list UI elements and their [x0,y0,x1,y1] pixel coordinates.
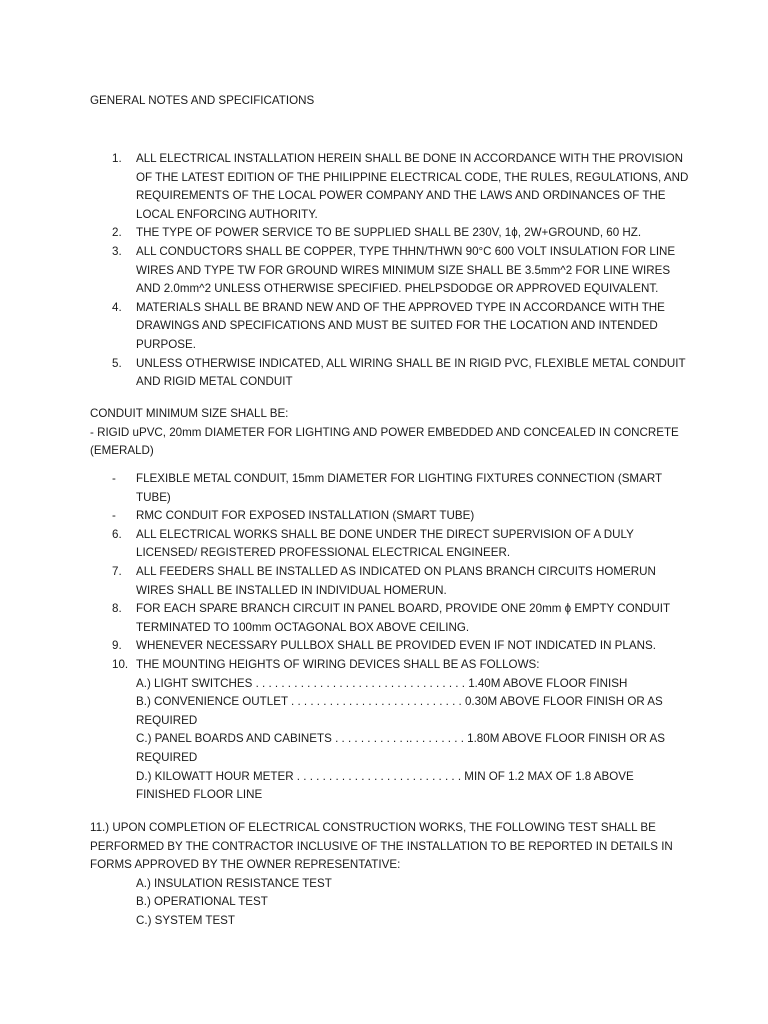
conduit-line-rigid: - RIGID uPVC, 20mm DIAMETER FOR LIGHTING AND POWER EMBEDDED AND CONCEALED IN CONCRETE (EMERALD) [90,425,679,458]
note-item-rmc: - RMC CONDUIT FOR EXPOSED INSTALLATION (SMART TUBE) [112,509,475,523]
notes-list-a [90,150,690,392]
note-item-7: 7. ALL FEEDERS SHALL BE INSTALLED AS INDICATED ON PLANS BRANCH CIRCUITS HOMERUN WIRES SHALL BE INSTALLED IN INDIVIDUAL HOMERUN. [112,564,656,597]
conduit-section [90,405,690,461]
note-item-3: 3. ALL CONDUCTORS SHALL BE COPPER, TYPE THHN/THWN 90°C 600 VOLT INSULATION FOR LINE WIRES AND TYPE TW FOR GROUND WIRES MINIMUM SIZE SHALL BE 3.5mm^2 FOR LINE WIRES AND 2.0mm^2 UNLESS OTHERWISE SPECIFIED. PHELPSDODGE OR APPROVED EQUIVALENT. [112,244,676,296]
test-insulation: A.) INSULATION RESISTANCE TEST [136,876,332,890]
notes-list-b [90,470,690,805]
note-item-11 [90,819,690,931]
note-item-4: 4. MATERIALS SHALL BE BRAND NEW AND OF THE APPROVED TYPE IN ACCORDANCE WITH THE DRAWINGS AND SPECIFICATIONS AND MUST BE SUITED FOR THE LOCATION AND INTENDED PURPOSE. [112,300,665,351]
note-item-5: 5. UNLESS OTHERWISE INDICATED, ALL WIRING SHALL BE IN RIGID PVC, FLEXIBLE METAL CONDUIT AND RIGID METAL CONDUIT [112,356,686,389]
test-operational: B.) OPERATIONAL TEST [136,895,268,909]
note-item-flexible: - FLEXIBLE METAL CONDUIT, 15mm DIAMETER FOR LIGHTING FIXTURES CONNECTION (SMART TUBE) [112,472,662,504]
note-item-8: 8. FOR EACH SPARE BRANCH CIRCUIT IN PANEL BOARD, PROVIDE ONE 20mm ϕ EMPTY CONDUIT TERMINATED TO 100mm OCTAGONAL BOX ABOVE CEILING. [112,602,670,634]
item-11-text: 11.) UPON COMPLETION OF ELECTRICAL CONSTRUCTION WORKS, THE FOLLOWING TEST SHALL BE PERFORMED BY THE CONTRACTOR INCLUSIVE OF THE INSTALLATION TO BE REPORTED IN DETAILS IN FORMS APPROVED BY THE OWNER REPRESENTATIVE: [90,821,673,872]
document-heading: GENERAL NOTES AND SPECIFICATIONS [90,94,315,107]
conduit-title: CONDUIT MINIMUM SIZE SHALL BE: [90,407,289,420]
note-item-2: 2. THE TYPE OF POWER SERVICE TO BE SUPPLIED SHALL BE 230V, 1ϕ, 2W+GROUND, 60 HZ. [112,226,642,240]
note-item-9: 9. WHENEVER NECESSARY PULLBOX SHALL BE PROVIDED EVEN IF NOT INDICATED IN PLANS. [112,639,656,653]
test-system: C.) SYSTEM TEST [136,913,235,927]
note-item-10: 10. THE MOUNTING HEIGHTS OF WIRING DEVICES SHALL BE AS FOLLOWS: [112,657,540,671]
mounting-panel-boards: C.) PANEL BOARDS AND CABINETS . . . . . . . . . . . .. . . . . . . . . 1.80M ABOVE FLOOR FINISH OR AS REQUIRED [136,732,665,764]
mounting-kwh-meter: D.) KILOWATT HOUR METER . . . . . . . . . . . . . . . . . . . . . . . . . . MIN OF 1.2 MAX OF 1.8 ABOVE FINISHED FLOOR LINE [136,769,634,802]
mounting-convenience-outlet: B.) CONVENIENCE OUTLET . . . . . . . . . . . . . . . . . . . . . . . . . . . 0.30M ABOVE FLOOR FINISH OR AS REQUIRED [136,695,663,727]
note-item-6: 6. ALL ELECTRICAL WORKS SHALL BE DONE UNDER THE DIRECT SUPERVISION OF A DULY LICENSED/ REGISTERED PROFESSIONAL ELECTRICAL ENGINEER. [112,527,634,560]
note-item-1: 1. ALL ELECTRICAL INSTALLATION HEREIN SHALL BE DONE IN ACCORDANCE WITH THE PROVISION OF THE LATEST EDITION OF THE PHILIPPINE ELECTRICAL CODE, THE RULES, REGULATIONS, AND REQUIREMENTS OF THE LOCAL POWER COMPANY AND THE LAWS AND ORDINANCES OF THE LOCAL ENFORCING AUTHORITY. [112,152,689,221]
mounting-light-switches: A.) LIGHT SWITCHES . . . . . . . . . . . . . . . . . . . . . . . . . . . . . . . . . 1.40M ABOVE FLOOR FINISH [136,676,628,690]
